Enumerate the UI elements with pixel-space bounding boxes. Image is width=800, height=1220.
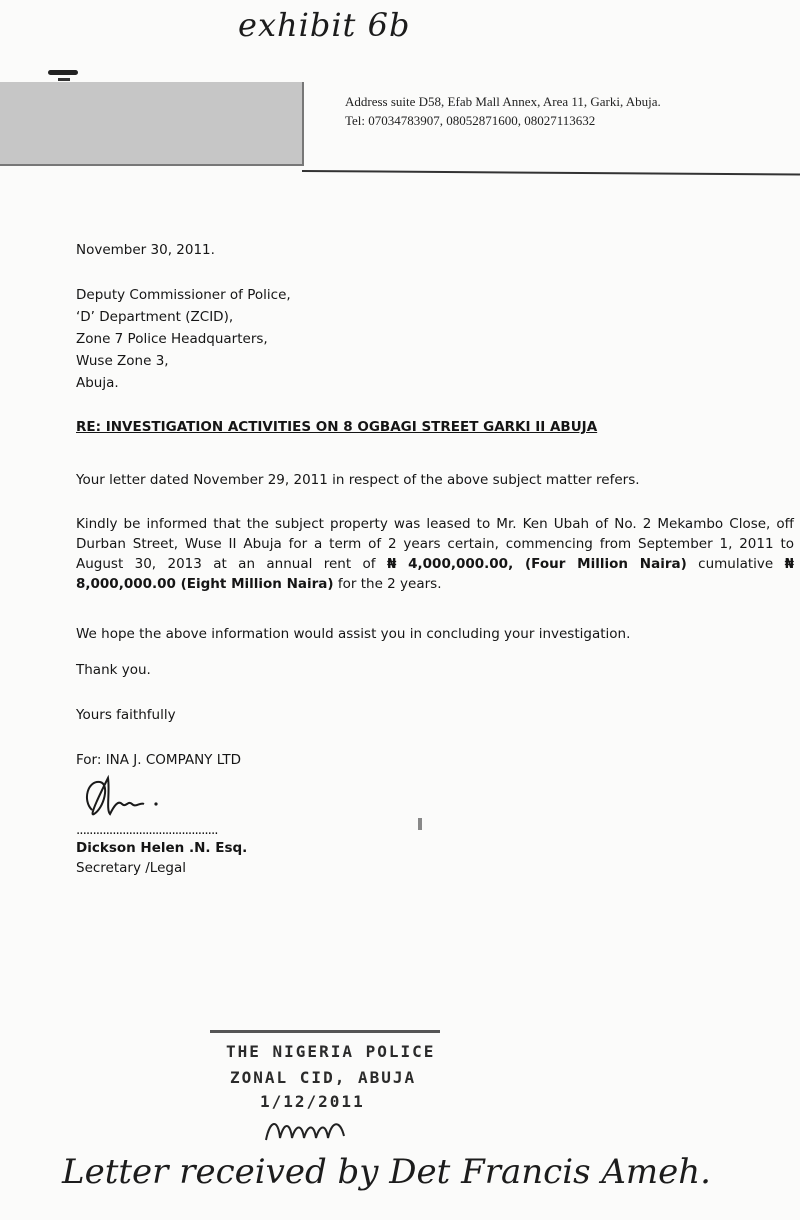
letterhead-address — [345, 92, 661, 130]
company-line: For: INA J. COMPANY LTD — [76, 752, 242, 768]
stamp-line: THE NIGERIA POLICE — [226, 1042, 436, 1061]
paragraph-lease-details — [76, 514, 794, 594]
scan-speck — [418, 818, 422, 830]
recipient-line: Zone 7 Police Headquarters, — [76, 331, 268, 347]
signature-scribble — [74, 770, 184, 830]
recipient-line: Abuja. — [76, 375, 119, 391]
lease-text: for the 2 years. — [333, 576, 442, 592]
cumulative-rent: ₦ 8,000,000.00 (Eight Million Naira) — [76, 556, 795, 592]
recipient-line: Deputy Commissioner of Police, — [76, 287, 291, 303]
subject-line: RE: INVESTIGATION ACTIVITIES ON 8 OGBAGI STREET GARKI II ABUJA — [76, 419, 598, 435]
paragraph-closing-hope: We hope the above information would assist you in concluding your investigation. — [76, 626, 631, 642]
police-received-stamp — [210, 1030, 460, 1165]
stamp-initials-scribble — [260, 1110, 380, 1150]
header-mark-small — [58, 78, 70, 81]
letter-date: November 30, 2011. — [76, 242, 215, 258]
stamp-line: ZONAL CID, ABUJA — [230, 1068, 417, 1087]
lease-text: cumulative — [686, 556, 785, 572]
address-line: Address suite D58, Efab Mall Annex, Area 11, Garki, Abuja. — [345, 94, 661, 109]
letterhead-logo-block — [0, 82, 304, 166]
handwritten-exhibit-label: exhibit 6b — [238, 6, 411, 44]
recipient-block — [76, 284, 291, 394]
handwritten-received-note: Letter received by Det Francis Ameh. — [62, 1152, 711, 1192]
recipient-line: Wuse Zone 3, — [76, 353, 169, 369]
paragraph-reference: Your letter dated November 29, 2011 in respect of the above subject matter refers. — [76, 472, 640, 488]
lease-text: Kindly be informed that the subject property was leased to Mr. Ken Ubah of No. 2 Mekambo Close, off Durban Street, Wuse II Abuja for a term of 2 years certain, commencing from September 1, 2011 to August 30, 2013 at an annual rent of — [76, 516, 794, 572]
telephone-line: Tel: 07034783907, 08052871600, 08027113632 — [345, 113, 596, 128]
signatory-title: Secretary /Legal — [76, 860, 186, 876]
thanks-line: Thank you. — [76, 662, 151, 678]
stamp-date: 1/12/2011 — [260, 1092, 365, 1111]
signature-dotted-line: ........................................... — [76, 822, 218, 838]
stamp-border — [210, 1030, 440, 1039]
closing-salutation: Yours faithfully — [76, 707, 176, 723]
signatory-name: Dickson Helen .N. Esq. — [76, 840, 248, 856]
header-mark — [48, 70, 78, 75]
recipient-line: ‘D’ Department (ZCID), — [76, 309, 234, 325]
annual-rent: ₦ 4,000,000.00, (Four Million Naira) — [386, 556, 687, 572]
header-rule — [302, 170, 800, 175]
